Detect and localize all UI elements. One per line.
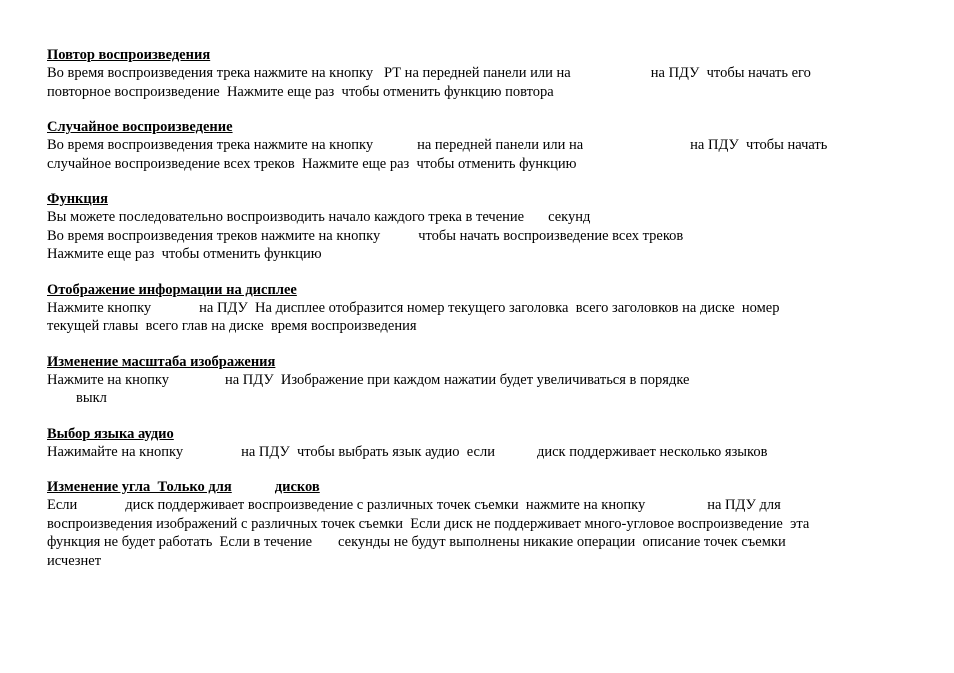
text-span: Нажмите на кнопку (47, 371, 169, 388)
text-span: секунд (548, 209, 591, 225)
paragraph-line (47, 496, 909, 515)
section-repeat (47, 46, 909, 101)
paragraph-line: выкл (76, 390, 107, 406)
paragraph-line (47, 64, 909, 83)
section-display-info (47, 281, 909, 336)
paragraph-line (47, 299, 909, 318)
paragraph-line: исчезнет (47, 552, 102, 569)
text-span: Если (47, 497, 78, 513)
section-audio-language (47, 425, 909, 462)
heading-text: Функция (47, 191, 108, 207)
section-heading (47, 478, 909, 496)
paragraph-line: случайное воспроизведение всех треков Нажмите еще раз чтобы отменить функцию (47, 155, 577, 172)
paragraph-line (47, 443, 909, 462)
text-span: диск поддерживает воспроизведение с различных точек съемки нажмите на кнопку (125, 497, 646, 513)
section-angle (47, 478, 909, 570)
section-shuffle (47, 118, 909, 173)
section-zoom (47, 353, 909, 408)
paragraph-line (47, 371, 909, 390)
text-span: на ПДУ чтобы начать (690, 137, 828, 153)
paragraph-line: Нажмите еще раз чтобы отменить функцию (47, 246, 322, 262)
paragraph-line (47, 136, 909, 155)
paragraph-line: повторное воспроизведение Нажмите еще раз чтобы отменить функцию повтора (47, 83, 554, 100)
paragraph-line: воспроизведения изображений с различных точек съемки Если диск не поддерживает много-угловое воспроизведение эта (47, 515, 810, 532)
section-heading: Повтор воспроизведения (47, 47, 211, 63)
text-span: Во время воспроизведения треков нажмите на кнопку (47, 227, 381, 244)
text-span: на передней панели или на (417, 137, 584, 153)
text-span: на ПДУ На дисплее отобразится номер текущего заголовка всего заголовков на диске номер (199, 299, 780, 316)
paragraph-line (47, 227, 909, 246)
text-span: на ПДУ чтобы выбрать язык аудио если (241, 443, 495, 460)
heading-text: дисков (274, 479, 320, 495)
text-span: на ПДУ для (707, 497, 781, 513)
text-span: на ПДУ чтобы начать его (650, 65, 811, 81)
paragraph-line: текущей главы всего глав на диске время воспроизведения (47, 318, 417, 334)
text-span: функция не будет работать Если в течение (47, 534, 313, 550)
section-heading: Отображение информации на дисплее (47, 281, 297, 298)
section-heading: Случайное воспроизведение (47, 119, 233, 135)
text-span: Во время воспроизведения трека нажмите на кнопку РТ на передней панели или на (47, 65, 571, 81)
section-heading (47, 190, 909, 208)
text-span: на ПДУ Изображение при каждом нажатии будет увеличиваться в порядке (224, 371, 690, 388)
text-span: Нажмите кнопку (47, 299, 152, 316)
text-span: чтобы начать воспроизведение всех треков (418, 227, 684, 244)
paragraph-line (47, 208, 909, 227)
text-span: Нажимайте на кнопку (47, 443, 184, 460)
manual-page (47, 46, 909, 587)
section-heading: Изменение масштаба изображения (47, 353, 276, 370)
text-span: Во время воспроизведения трека нажмите на кнопку (47, 137, 374, 153)
paragraph-line (47, 533, 909, 552)
heading-text: Изменение угла Только для (47, 479, 232, 495)
section-intro-function (47, 190, 909, 264)
section-heading: Выбор языка аудио (47, 425, 174, 442)
text-span: Вы можете последовательно воспроизводить начало каждого трека в течение (47, 209, 525, 225)
text-span: диск поддерживает несколько языков (536, 443, 768, 460)
text-span: секунды не будут выполнены никакие операции описание точек съемки (338, 534, 786, 550)
